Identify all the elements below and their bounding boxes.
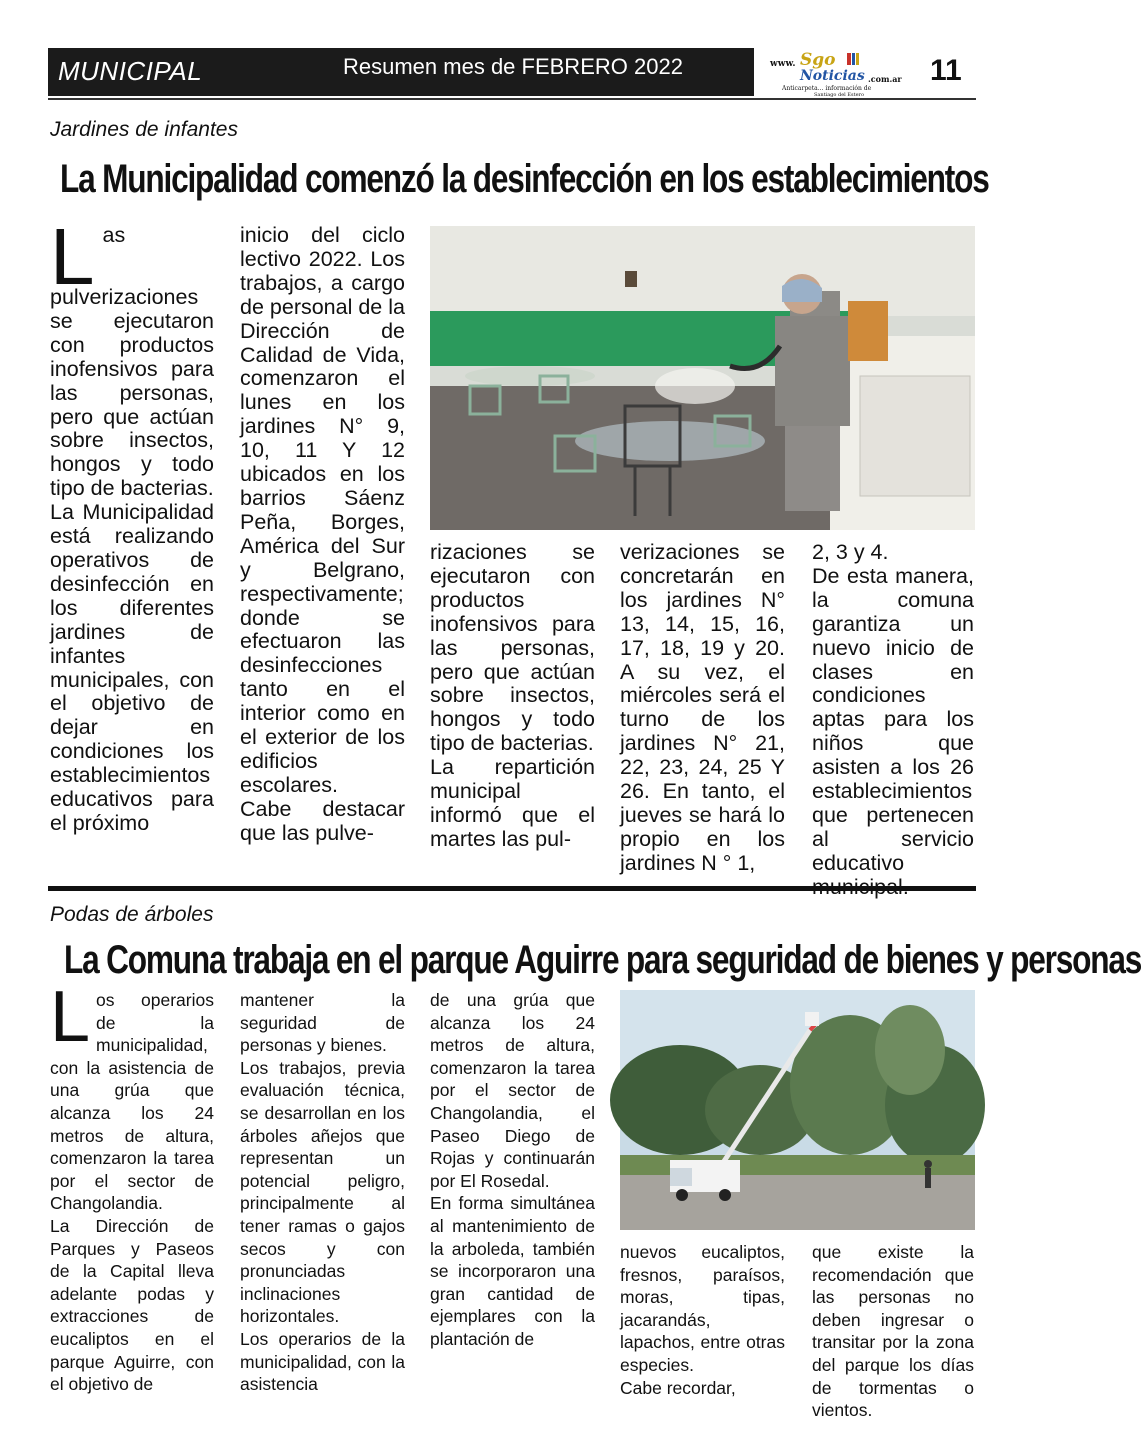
article2-paragraph: nuevos eucaliptos, fresnos, paraísos, moras, tipas, jacarandás, lapachos, entre otras especies. [620, 1242, 785, 1375]
article2-paragraph: de una grúa que alcanza los 24 metros de altura, comenzaron la tarea por el sector de Changolandia, el Paseo Diego de Rojas y continuarán por El Rosedal. [430, 990, 595, 1191]
logo-noticias: Noticias [800, 68, 865, 84]
article1-paragraph: La Municipalidad está realizando operativos de desinfección en los diferentes jardines de infantes municipales, con el objetivo de dejar en condiciones los establecimientos educativos para el próximo [50, 500, 214, 835]
article1-dropcap: L [50, 212, 95, 301]
article2-column-1 [50, 977, 214, 1396]
flag-icon [846, 52, 860, 66]
article1-paragraph: Cabe destacar que las pulve- [240, 796, 405, 845]
sgo-noticias-logo [764, 50, 914, 98]
article2-lead-text: os operarios de la municipalidad, con la asistencia de una grúa que alcanza los 24 metros de altura, comenzaron la tarea por el sector de Changolandia. [50, 990, 214, 1214]
article2-paragraph [50, 977, 214, 1215]
section-header-bar [48, 48, 754, 96]
article2-paragraph: Los trabajos, previa evaluación técnica, se desarrollan en los árboles añejos que representan un potencial peligro, principalmente al tener ramas o gajos secos y con pronunciadas inclinaciones horizontales. [240, 1057, 405, 1327]
article1-paragraph: rizaciones se ejecutaron con productos inofensivos para las personas, pero que actúan sobre insectos, hongos y todo tipo de bacterias. [430, 540, 595, 756]
article-divider [48, 886, 976, 891]
article1-column-3 [430, 541, 595, 852]
logo-sgo: Sgo [800, 50, 836, 70]
article2-kicker: Podas de árboles [50, 903, 214, 926]
article1-kicker: Jardines de infantes [50, 118, 238, 141]
article2-paragraph: La Dirección de Parques y Paseos de la Capital lleva adelante podas y extracciones de eucaliptos en el parque Aguirre, con el objetivo de [50, 1215, 214, 1395]
article1-paragraph: 2, 3 y 4. [812, 540, 889, 564]
article1-headline: La Municipalidad comenzó la desinfección en los establecimientos [60, 157, 989, 201]
article2-column-4 [620, 1241, 785, 1399]
article2-dropcap: L [50, 977, 91, 1057]
article1-paragraph: La repartición municipal informó que el martes las pul- [430, 755, 595, 851]
article1-paragraph [50, 212, 214, 501]
tree-pruning-photo [620, 990, 975, 1230]
header-rule [48, 98, 976, 100]
article2-column-3 [430, 989, 595, 1351]
article1-column-4 [620, 541, 785, 876]
article2-paragraph: que existe la recomendación que las personas no deben ingresar o transitar por la zona del parque los días de tormentas o vientos. [812, 1242, 974, 1421]
disinfection-photo [430, 226, 975, 530]
article2-paragraph: mantener la seguridad de personas y bienes. [240, 990, 405, 1056]
article2-headline: La Comuna trabaja en el parque Aguirre para seguridad de bienes y personas [64, 938, 1141, 982]
article2-paragraph: En forma simultánea al mantenimiento de la arboleda, también se incorporaron una gran cantidad de ejemplares con la plantación de [430, 1193, 595, 1349]
article2-column-2 [240, 989, 405, 1396]
issue-summary: Resumen mes de FEBRERO 2022 [343, 54, 683, 79]
article1-column-1 [50, 212, 214, 836]
logo-www: www. [770, 59, 796, 69]
section-name: MUNICIPAL [58, 56, 203, 86]
logo-domain: .com.ar [868, 74, 902, 84]
page-number: 11 [930, 54, 962, 87]
article1-column-5 [812, 541, 974, 900]
article2-paragraph: Los operarios de la municipalidad, con la asistencia [240, 1328, 405, 1395]
article2-column-5 [812, 1241, 974, 1422]
logo-tagline: Anticarpeta... información de [782, 85, 872, 92]
logo-tagline-2: Santiago del Estero [814, 92, 864, 98]
article1-paragraph: De esta manera, la comuna garantiza un nuevo inicio de clases en condiciones aptas para los niños que asisten a los 26 establecimientos que pertenecen al servicio educativo [812, 563, 974, 875]
article1-lead-text: as pulverizaciones se ejecutaron con productos inofensivos para las personas, pero que actúan sobre insectos, hongos y todo tipo de bacterias. [50, 223, 214, 501]
article1-column-2 [240, 224, 405, 846]
article1-paragraph: inicio del ciclo lectivo 2022. Los trabajos, a cargo de personal de la Dirección de Calidad de Vida, comenzaron el lunes en los jardines N° 9, 10, 11 Y 12 ubicados en los barrios Sáenz Peña, Borges, América del Sur y Belgrano, respectivamente; donde se efectuaron las desinfecciones tanto en el interior como en el exterior de los edificios escolares. [240, 223, 405, 797]
article1-paragraph: verizaciones se concretarán en los jardines N° 13, 14, 15, 16, 17, 18, 19 y 20. A su vez, el miércoles será el turno de los jardines N° 21, 22, 23, 24, 25 Y 26. En tanto, el jueves se hará lo propio en los jardines N ° 1, [620, 540, 785, 875]
article2-paragraph: Cabe recordar, [620, 1377, 736, 1398]
